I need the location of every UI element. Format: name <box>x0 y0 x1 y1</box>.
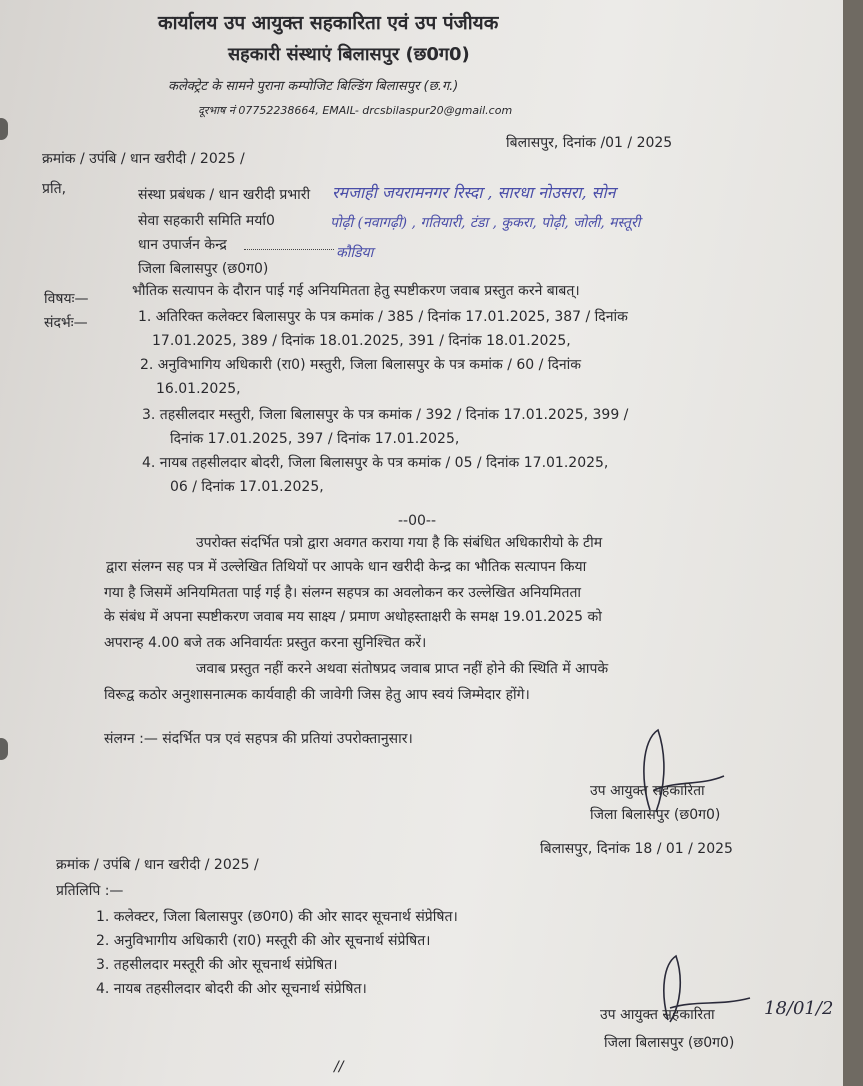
body-para-1-line-3: गया है जिसमें अनियमितता पाई गई है। संलग्न सहपत्र का अवलोकन कर उल्लेखित अनियमितता <box>104 585 582 601</box>
addressee-line-3: धान उपार्जन केन्द्र <box>138 237 227 253</box>
enclosure-note: संलग्न :— संदर्भित पत्र एवं सहपत्र की प्रतियां उपरोक्तानुसार। <box>104 731 413 747</box>
handwritten-society-names-2: पोढ़ी (नवागढ़ी) , गतियारी, टंडा , कुकरा, पोढ़ी, जोली, मस्तूरी <box>330 215 641 231</box>
place-date: बिलासपुर, दिनांक /01 / 2025 <box>506 135 673 151</box>
handwritten-copy-date: 18/01/2 <box>764 998 834 1019</box>
addressee-line-2: सेवा सहकारी समिति मर्या0 <box>138 213 275 229</box>
office-contact: दूरभाष नं 07752238664, EMAIL- drcsbilaspur20@gmail.com <box>198 104 513 117</box>
copy-signatory-title: उप आयुक्त सहकारिता <box>600 1007 715 1023</box>
copy-item-4: 4. नायब तहसीलदार बोदरी की ओर सूचनार्थ संप्रेषित। <box>96 981 367 997</box>
reference-4-line-2: 06 / दिनांक 17.01.2025, <box>170 479 324 495</box>
copy-item-2: 2. अनुविभागीय अधिकारी (रा0) मस्तूरी की ओर सूचनार्थ संप्रेषित। <box>96 933 431 949</box>
copy-signatory-district: जिला बिलासपुर (छ0ग0) <box>604 1035 735 1051</box>
body-para-1-line-1: उपरोक्त संदर्भित पत्रो द्वारा अवगत कराया गया है कि संबंधित अधिकारीयो के टीम <box>196 535 603 551</box>
signature-2 <box>640 950 760 1040</box>
reference-3-line-2: दिनांक 17.01.2025, 397 / दिनांक 17.01.2025, <box>170 431 460 447</box>
body-para-1-line-4: के संबंध में अपना स्पष्टीकरण जवाब मय साक्ष्य / प्रमाण अधोहस्ताक्षरी के समक्ष 19.01.2025 को <box>104 609 602 625</box>
punch-hole-top <box>0 118 8 140</box>
copy-item-1: 1. कलेक्टर, जिला बिलासपुर (छ0ग0) की ओर सादर सूचनार्थ संप्रेषित। <box>96 909 458 925</box>
addressee-line-4: जिला बिलासपुर (छ0ग0) <box>138 261 269 277</box>
reference-1-line-1: 1. अतिरिक्त कलेक्टर बिलासपुर के पत्र कमांक / 385 / दिनांक 17.01.2025, 387 / दिनांक <box>138 309 628 325</box>
handwritten-society-names-1: रमजाही जयरामनगर रिस्दा , सारधा नोउसरा, सोन <box>332 183 616 202</box>
reference-4-line-1: 4. नायब तहसीलदार बोदरी, जिला बिलासपुर के पत्र कमांक / 05 / दिनांक 17.01.2025, <box>142 455 609 471</box>
reference-3-line-1: 3. तहसीलदार मस्तुरी, जिला बिलासपुर के पत्र कमांक / 392 / दिनांक 17.01.2025, 399 / <box>142 407 629 423</box>
reference-2-line-1: 2. अनुविभागिय अधिकारी (रा0) मस्तुरी, जिला बिलासपुर के पत्र कमांक / 60 / दिनांक <box>140 357 582 373</box>
copy-place-date: बिलासपुर, दिनांक 18 / 01 / 2025 <box>540 841 733 857</box>
to-label: प्रति, <box>42 181 67 197</box>
body-para-1-line-2: द्वारा संलग्न सह पत्र में उल्लेखित तिथियों पर आपके धान खरीदी केन्द्र का भौतिक सत्यापन किया <box>106 559 587 575</box>
subject-text: भौतिक सत्यापन के दौरान पाई गई अनियमितता हेतु स्पष्टीकरण जवाब प्रस्तुत करने बाबत्। <box>132 283 580 299</box>
punch-hole-bottom <box>0 738 8 760</box>
body-para-2-line-2: विरूद्व कठोर अनुशासनात्मक कार्यवाही की जावेगी जिस हेतु आप स्वयं जिम्मेदार होंगे। <box>104 687 530 703</box>
copy-item-3: 3. तहसीलदार मस्तूरी की ओर सूचनार्थ संप्रेषित। <box>96 957 338 973</box>
separator: --00-- <box>398 513 437 529</box>
reference-2-line-2: 16.01.2025, <box>156 381 241 397</box>
body-para-1-line-5: अपरान्ह 4.00 बजे तक अनिवार्यतः प्रस्तुत करना सुनिश्चित करें। <box>104 635 427 651</box>
office-subtitle: सहकारी संस्थाएं बिलासपुर (छ0ग0) <box>228 44 470 65</box>
office-address: कलेक्ट्रेट के सामने पुराना कम्पोजिट बिल्डिंग बिलासपुर (छ.ग.) <box>168 79 459 94</box>
signatory-title-1: उप आयुक्त सहकारिता <box>590 783 705 799</box>
copy-reference-number: क्रमांक / उपंबि / धान खरीदी / 2025 / <box>56 857 259 873</box>
office-title: कार्यालय उप आयुक्त सहकारिता एवं उप पंजीयक <box>158 12 499 34</box>
dotted-fill-line <box>244 248 334 250</box>
reference-number: क्रमांक / उपंबि / धान खरीदी / 2025 / <box>42 151 245 167</box>
signatory-district-1: जिला बिलासपुर (छ0ग0) <box>590 807 721 823</box>
body-para-2-line-1: जवाब प्रस्तुत नहीं करने अथवा संतोषप्रद जवाब प्राप्त नहीं होने की स्थिति में आपके <box>196 661 609 677</box>
addressee-line-1: संस्था प्रबंधक / धान खरीदी प्रभारी <box>138 187 311 203</box>
copy-label: प्रतिलिपि :— <box>56 883 124 899</box>
subject-label: विषयः— <box>44 291 89 307</box>
footer-mark: // <box>334 1059 344 1075</box>
reference-1-line-2: 17.01.2025, 389 / दिनांक 18.01.2025, 391 / दिनांक 18.01.2025, <box>152 333 571 349</box>
handwritten-society-names-3: कौडिया <box>336 245 374 261</box>
reference-label: संदर्भः— <box>44 315 88 331</box>
